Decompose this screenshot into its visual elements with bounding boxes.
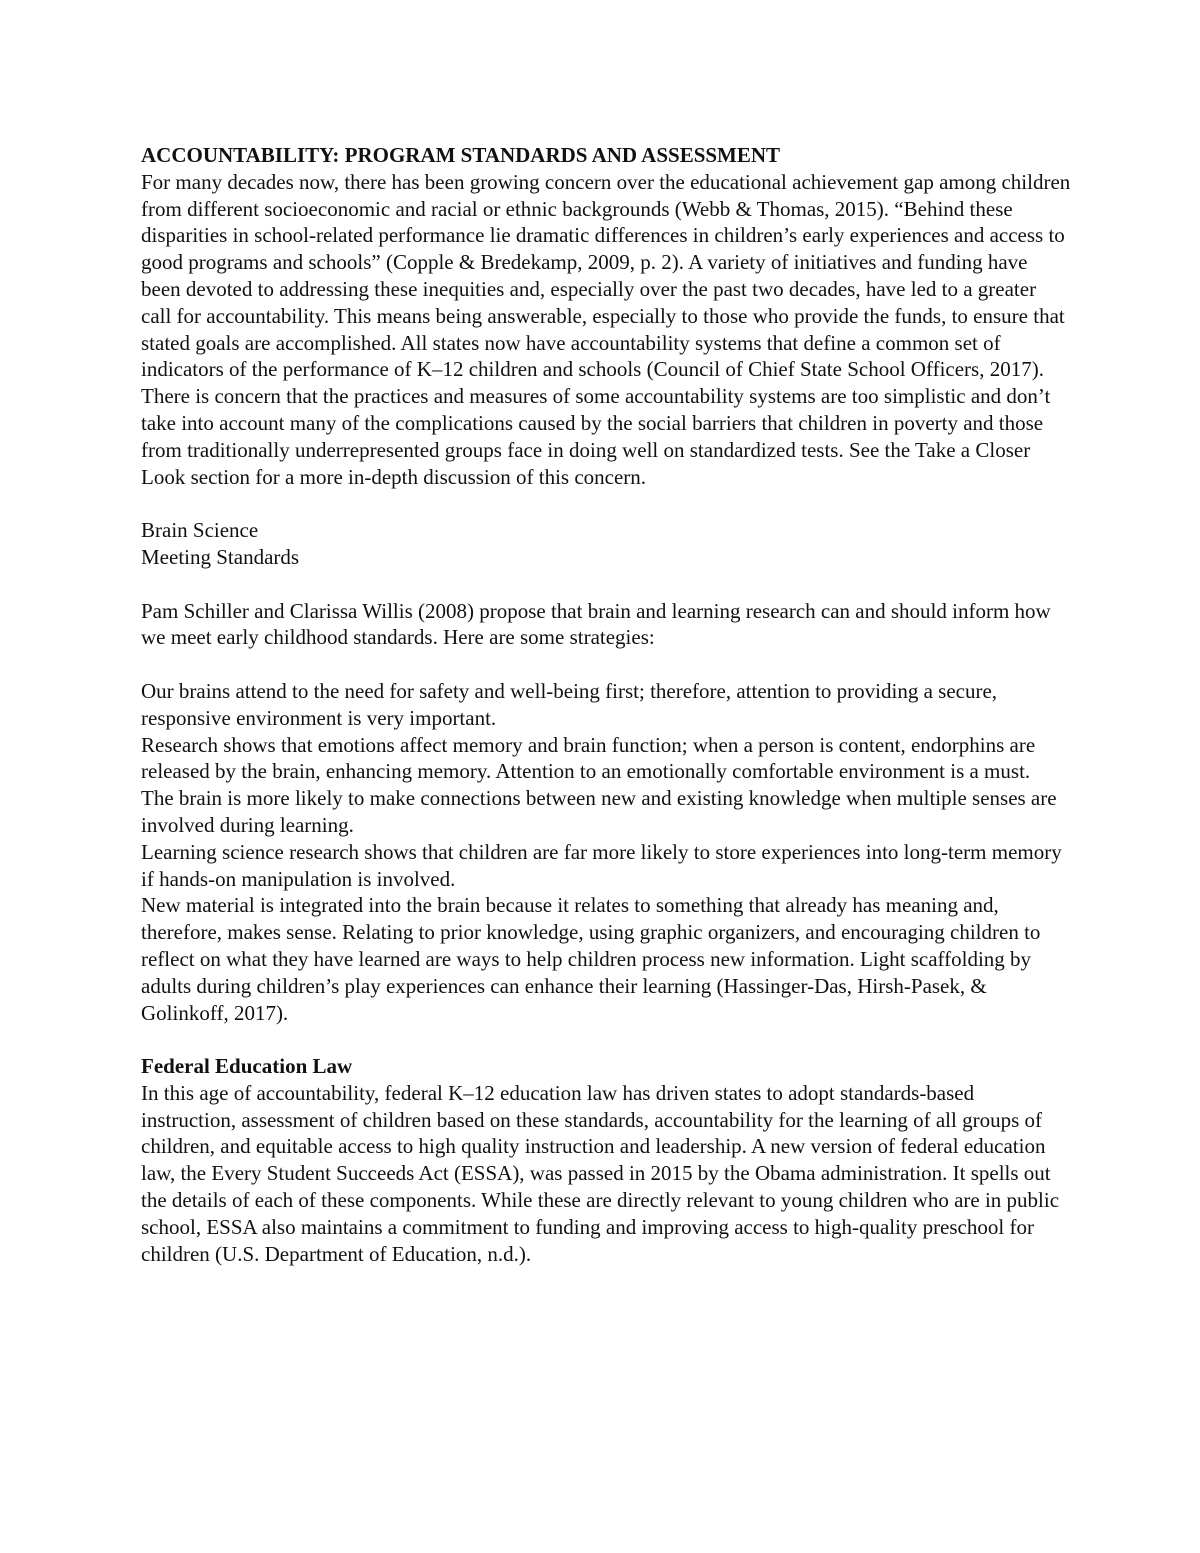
strategy-item: The brain is more likely to make connections between new and existing knowledge when multiple senses are involved during learning. — [141, 786, 1057, 837]
strategy-item: Learning science research shows that children are far more likely to store experiences into long-term memory if hands-on manipulation is involved. — [141, 839, 1062, 891]
federal-law-paragraph: In this age of accountability, federal K–12 education law has driven states to adopt standards-based instruction, assessment of children based on these standards, accountability for the learning of all groups of children, and equitable access to high quality instruction and leadership. A new version of federal education law, the Every Student Succeeds Act (ESSA), was passed in 2015 by the Obama administration. It spells out the details of each of these components. While these are directly relevant to young children who are in public school, ESSA also maintains a commitment to funding and improving access to high-quality preschool for children (U.S. Department of Education, n.d.). — [141, 1080, 1060, 1266]
spacer — [141, 1026, 1071, 1053]
brain-science-label: Brain Science — [141, 518, 259, 543]
spacer — [141, 651, 1071, 678]
strategy-item: Our brains attend to the need for safety and well-being first; therefore, attention to providing a secure, responsive environment is very important. — [141, 678, 998, 730]
strategy-item: New material is integrated into the brain because it relates to something that already has meaning and, therefore, makes sense. Relating to prior knowledge, using graphic organizers, and encouraging children to reflect on what they have learned are ways to help children process new information. Light scaffolding by adults during children’s play experiences can enhance their learning (Hassinger-Das, Hirsh-Pasek, & Golinkoff, 2017). — [141, 893, 1041, 1025]
spacer — [141, 571, 1071, 598]
strategy-list — [141, 678, 1071, 1026]
federal-law-heading: Federal Education Law — [141, 1054, 353, 1079]
strategy-item: Research shows that emotions affect memory and brain function; when a person is content, endorphins are released by the brain, enhancing memory. Attention to an emotionally comfortable environment is a must. — [141, 732, 1036, 784]
intro-paragraph: For many decades now, there has been growing concern over the educational achievement gap among children from different socioeconomic and racial or ethnic backgrounds (Webb & Thomas, 2015). “Behind these disparities in school-related performance lie dramatic differences in children’s early experiences and access to good programs and schools” (Copple & Bredekamp, 2009, p. 2). A variety of initiatives and funding have been devoted to addressing these inequities and, especially over the past two decades, have led to a greater call for accountability. This means being answerable, especially to those who provide the funds, to ensure that stated goals are accomplished. All states now have accountability systems that define a common set of indicators of the performance of K–12 children and schools (Council of Chief State School Officers, 2017). There is concern that the practices and measures of some accountability systems are too simplistic and don’t take into account many of the complications caused by the social barriers that children in poverty and those from traditionally underrepresented groups face in doing well on standardized tests. See the Take a Closer Look section for a more in-depth discussion of this concern. — [141, 169, 1071, 489]
document-title: ACCOUNTABILITY: PROGRAM STANDARDS AND ASSESSMENT — [141, 143, 781, 167]
document-page — [141, 142, 1071, 1267]
schiller-paragraph: Pam Schiller and Clarissa Willis (2008) propose that brain and learning research can and should inform how we meet early childhood standards. Here are some strategies: — [141, 598, 1051, 650]
meeting-standards-label: Meeting Standards — [141, 544, 300, 569]
spacer — [141, 490, 1071, 517]
